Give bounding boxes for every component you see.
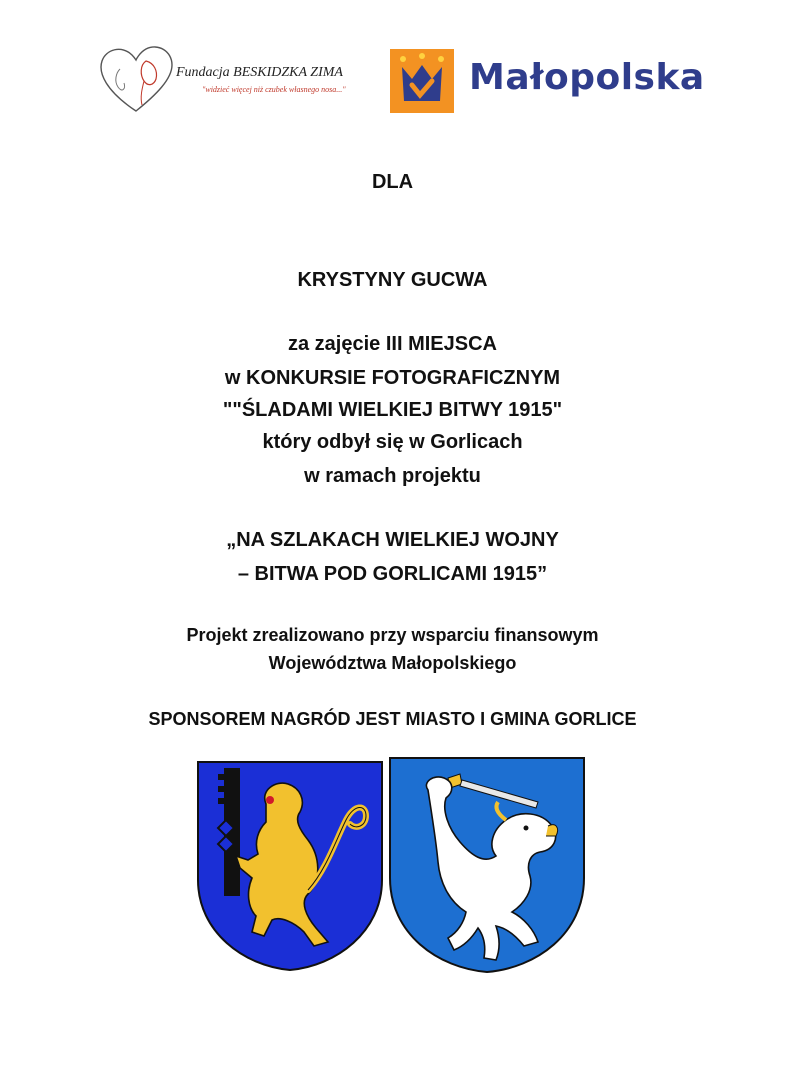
recipient-name: KRYSTYNY GUCWA — [297, 269, 488, 291]
sponsor-line: SPONSOREM NAGRÓD JEST MIASTO I GMINA GORLICE — [148, 709, 637, 729]
crests — [0, 756, 785, 976]
support-line-2: Województwa Małopolskiego — [268, 653, 517, 673]
fundacja-logo — [96, 43, 376, 115]
malopolska-name: Małopolska — [469, 57, 705, 98]
fundacja-motto: "widzieć więcej niż czubek własnego nosa..." — [202, 85, 346, 94]
crown-icon — [390, 49, 454, 113]
project-title-line-2: – BITWA POD GORLICAMI 1915” — [237, 563, 548, 585]
white-eagle-crest-icon — [388, 756, 586, 974]
heart-outline-icon — [96, 43, 176, 115]
award-line-5: w ramach projektu — [304, 465, 481, 487]
fundacja-name: Fundacja BESKIDZKA ZIMA — [176, 65, 343, 80]
support-line-1: Projekt zrealizowano przy wsparciu finansowym — [186, 625, 599, 645]
award-line-3: ""ŚLADAMI WIELKIEJ BITWY 1915" — [222, 399, 563, 421]
logo-bar — [0, 38, 785, 118]
malopolska-logo — [390, 49, 705, 113]
award-line-4: który odbył się w Gorlicach — [262, 431, 523, 453]
project-title-line-1: „NA SZLAKACH WIELKIEJ WOJNY — [226, 529, 559, 551]
dla-heading: DLA — [371, 171, 414, 193]
award-line-1: za zajęcie III MIEJSCA — [288, 333, 497, 355]
award-line-2: w KONKURSIE FOTOGRAFICZNYM — [224, 367, 561, 389]
gold-lion-crest-icon — [196, 760, 384, 972]
